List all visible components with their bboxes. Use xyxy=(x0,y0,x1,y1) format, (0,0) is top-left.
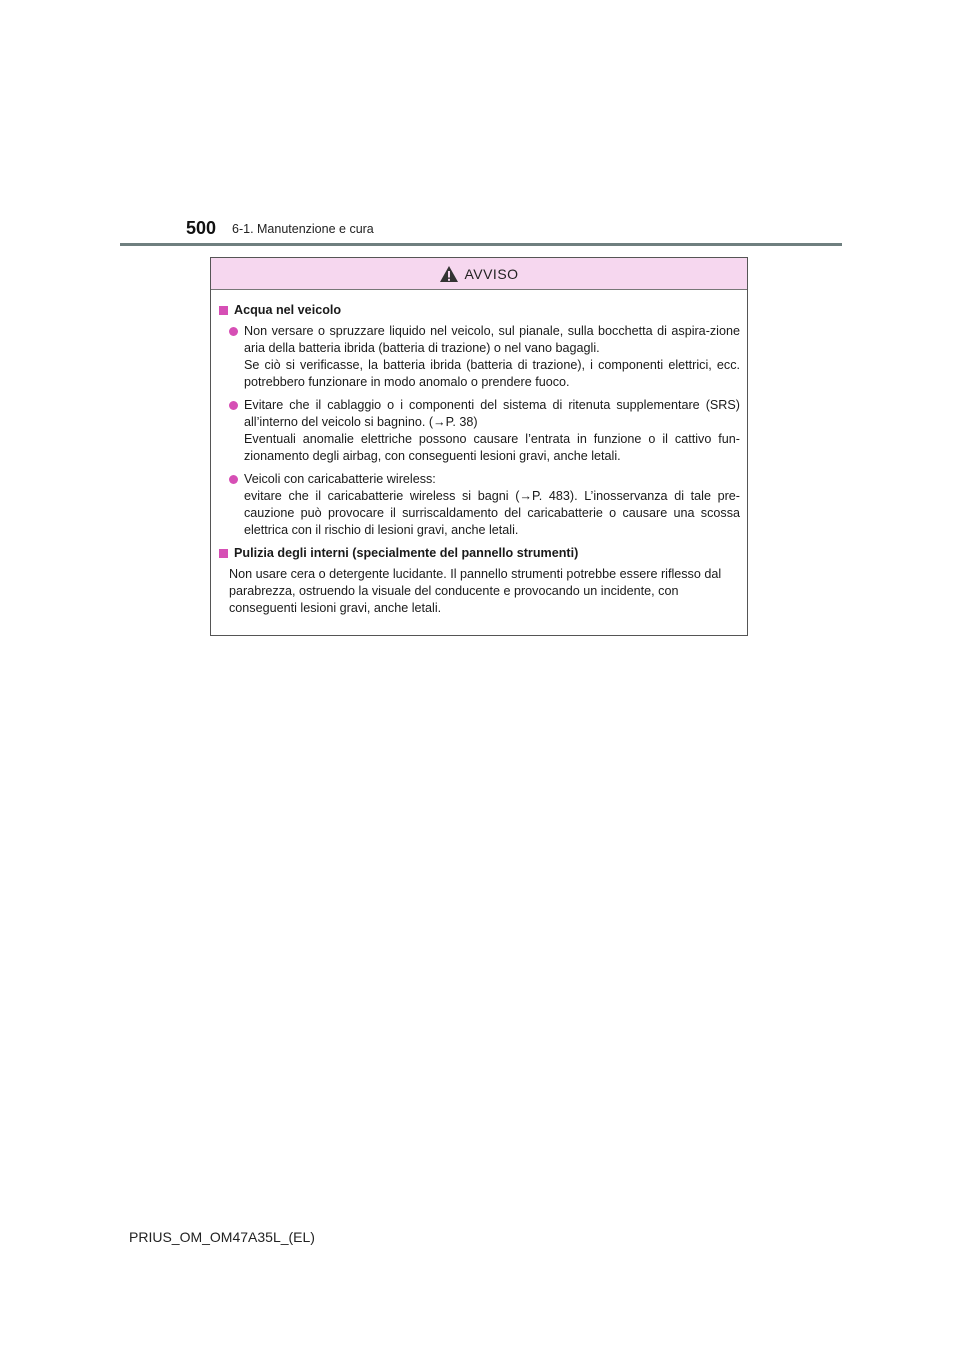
section-heading xyxy=(219,545,740,562)
round-bullet-icon xyxy=(229,401,238,410)
item-text: Evitare che il cablaggio o i componenti del sistema di ritenuta supplementare (SRS) all’interno del veicolo si bagnino. (→P. 38) xyxy=(244,398,740,429)
section-heading xyxy=(219,302,740,319)
list-item xyxy=(229,397,740,465)
section-heading-text: Acqua nel veicolo xyxy=(234,303,342,317)
item-text: Veicoli con caricabatterie wireless: xyxy=(244,472,436,486)
square-bullet-icon xyxy=(219,306,228,315)
item-text: Non versare o spruzzare liquido nel veicolo, sul pianale, sulla bocchetta di aspira-zione aria della batteria ibrida (batteria di trazione) o nel vano bagagli. xyxy=(244,324,740,355)
warning-body xyxy=(211,290,747,617)
section-paragraph: Non usare cera o detergente lucidante. Il pannello strumenti potrebbe essere riflesso dal parabrezza, ostruendo la visuale del conducente e provocando un incidente, con conseguenti lesioni gravi, anche letali. xyxy=(229,567,722,615)
list-item xyxy=(229,323,740,391)
section-title: 6-1. Manutenzione e cura xyxy=(232,222,374,236)
header-rule xyxy=(120,243,842,246)
warning-triangle-icon xyxy=(439,265,459,283)
list-item xyxy=(229,471,740,539)
document-code: PRIUS_OM_OM47A35L_(EL) xyxy=(129,1229,315,1245)
warning-title: AVVISO xyxy=(464,266,519,282)
page-number: 500 xyxy=(186,218,217,238)
item-text: Se ciò si verificasse, la batteria ibrida (batteria di trazione), i componenti elettrici, ecc. potrebbero funzionare in modo anomalo o prendere fuoco. xyxy=(244,358,740,389)
section-heading-text: Pulizia degli interni (specialmente del pannello strumenti) xyxy=(234,546,579,560)
item-text: evitare che il caricabatterie wireless si bagni (→P. 483). L’inosservanza di tale pre-cauzione può provocare il surriscaldamento del caricabatterie o causare una scossa elettrica con il rischio di lesioni gravi, anche letali. xyxy=(244,489,740,537)
warning-header xyxy=(211,258,747,290)
warning-box xyxy=(210,257,748,636)
item-text: Eventuali anomalie elettriche possono causare l’entrata in funzione o il cattivo fun-zionamento degli airbag, con conseguenti lesioni gravi, anche letali. xyxy=(244,432,740,463)
round-bullet-icon xyxy=(229,475,238,484)
round-bullet-icon xyxy=(229,327,238,336)
square-bullet-icon xyxy=(219,549,228,558)
